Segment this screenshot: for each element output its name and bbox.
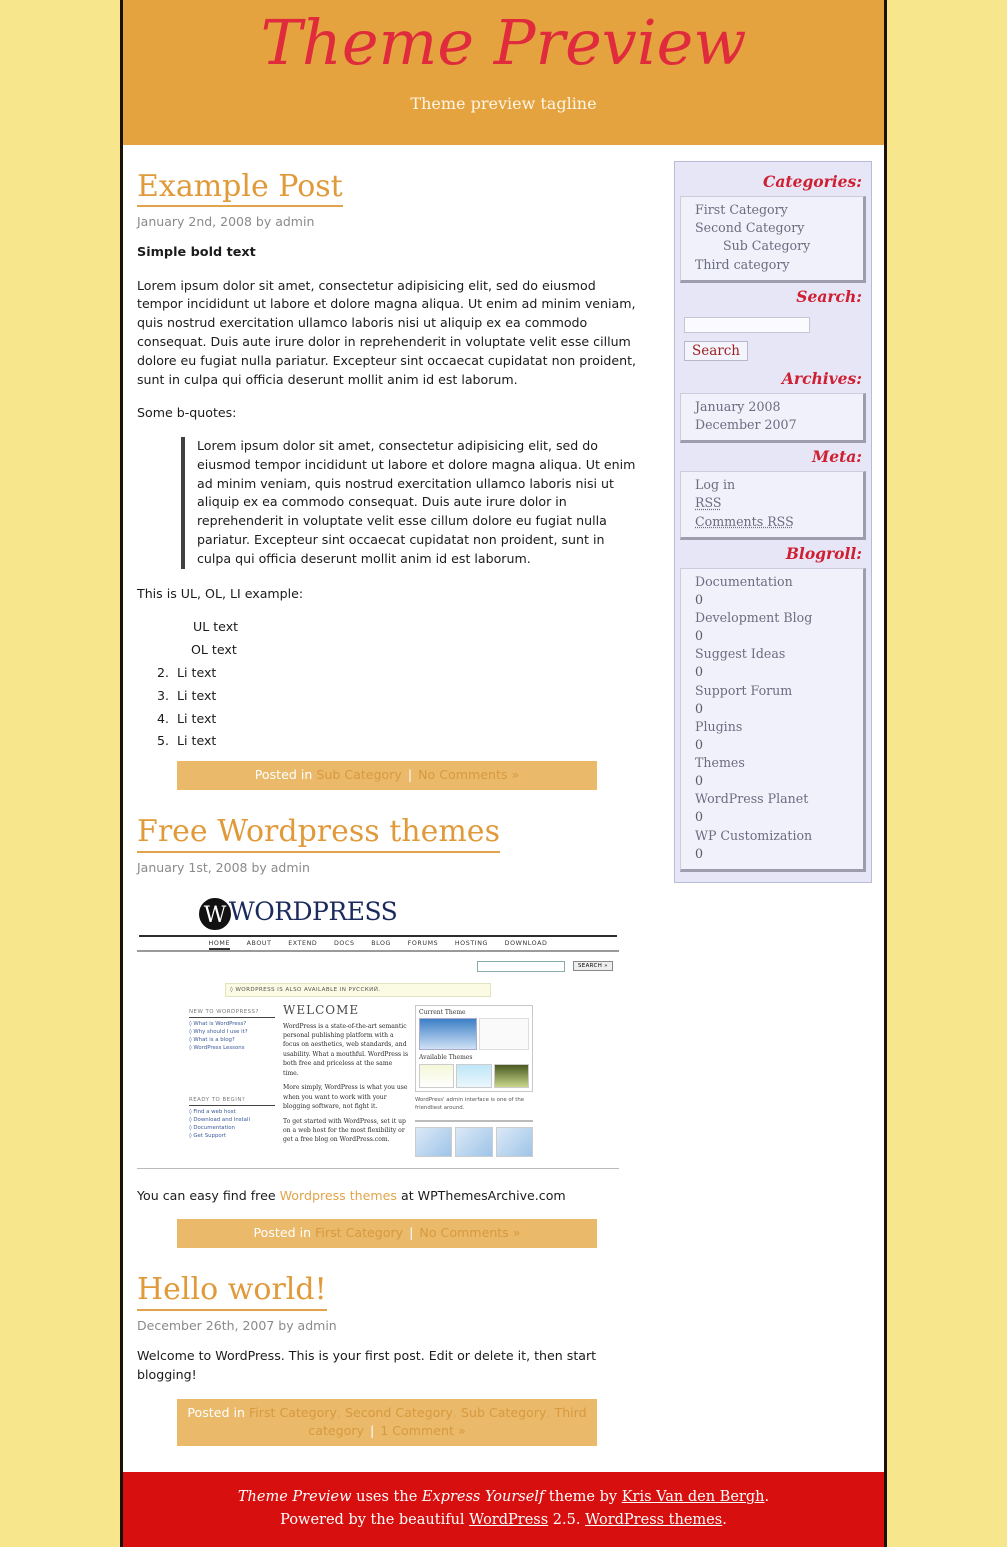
sidebar-item-support-forum[interactable]: Support Forum	[695, 682, 793, 698]
site-footer	[123, 1472, 884, 1547]
posted-in-label: Posted in	[254, 767, 313, 783]
wp-left-heading-1: NEW TO WORDPRESS?	[189, 1009, 275, 1018]
sidebar-heading-blogroll: Blogroll:	[785, 543, 862, 563]
sidebar-item-first-category[interactable]: First Category	[695, 202, 788, 218]
wp-nav-home: HOME	[209, 940, 231, 950]
post-title[interactable]: Free Wordpress themes	[137, 816, 500, 852]
sidebar-item-suggest-ideas[interactable]: Suggest Ideas	[695, 646, 786, 662]
search-input[interactable]	[684, 317, 810, 333]
post-meta: January 2nd, 2008 by admin	[137, 214, 315, 230]
main-area	[123, 145, 884, 1439]
sidebar-box-archives	[680, 393, 866, 443]
wp-welcome-p2: More simply, WordPress is what you use when you want to work with your blogging software, not fight it.	[283, 1084, 408, 1111]
sidebar-item-count: 0	[695, 773, 704, 789]
post-bold-lead: Simple bold text	[137, 245, 256, 261]
post-meta: December 26th, 2007 by admin	[137, 1317, 337, 1333]
footer-theme-name: Express Yourself	[421, 1489, 545, 1506]
wp-search-button: SEARCH »	[573, 961, 613, 971]
category-link[interactable]: First Category	[315, 1225, 404, 1241]
sidebar-heading-search: Search:	[796, 286, 862, 306]
category-link[interactable]: Sub Category	[460, 1404, 547, 1420]
footer-theme-preview: Theme Preview	[237, 1489, 352, 1506]
sidebar-item-count: 0	[695, 700, 704, 716]
post-paragraph: Welcome to WordPress. This is your first post. Edit or delete it, then start blogging!	[137, 1347, 597, 1382]
wp-mini-thumbs	[415, 1127, 533, 1157]
sidebar-search-form	[680, 311, 866, 365]
post-free-wordpress-themes	[137, 816, 637, 1248]
wp-panel-title: Current Theme	[419, 1008, 466, 1016]
wp-left-heading-2: READY TO BEGIN?	[189, 1097, 275, 1106]
wp-mid-column	[283, 1003, 409, 1150]
footer-themes-link[interactable]: WordPress themes	[585, 1511, 723, 1528]
wp-left-link: ◊ Find a web host	[189, 1108, 236, 1115]
wordpress-themes-link[interactable]: Wordpress themes	[279, 1187, 397, 1203]
wp-admin-caption: WordPress' admin interface is one of the friendliest around.	[415, 1096, 525, 1111]
sidebar-box-blogroll	[680, 568, 866, 872]
post-title[interactable]: Example Post	[137, 171, 343, 207]
wp-welcome-p3: To get started with WordPress, set it up on a web host for the most flexibility or get a free blog on WordPress.com.	[283, 1117, 406, 1144]
sidebar-item-development-blog[interactable]: Development Blog	[695, 610, 813, 626]
post-paragraph: Lorem ipsum dolor sit amet, consectetur adipisicing elit, sed do eiusmod tempor incididunt ut labore et dolore magna aliqua. Ut enim ad minim veniam, quis nostrud exercitation ullamco laboris nisi ut aliquip ex ea commodo consequat. Duis aute irure dolor in reprehenderit in voluptate velit esse cillum dolore eu fugiat nulla pariatur. Excepteur sint occaecat cupidatat non proident, sunt in culpa qui officia deserunt mollit anim id est laborum.	[137, 277, 637, 388]
wp-logo-row	[137, 895, 619, 935]
wp-theme-swatch	[419, 1064, 454, 1088]
sidebar-item-count: 0	[695, 809, 704, 825]
wp-left-link: ◊ Why should I use it?	[189, 1028, 248, 1035]
sidebar	[674, 161, 872, 883]
wp-nav-download: DOWNLOAD	[504, 939, 548, 947]
wp-mini-thumb	[496, 1127, 533, 1157]
wp-welcome-p1: WordPress is a state-of-the-art semantic personal publishing platform with a focus on aesthetics, web standards, and usability. What a mouthful. WordPress is both free and priceless at the same time.	[283, 1022, 409, 1077]
post-footer-bar: Posted in First Category, Second Category, Sub Category, Third category | 1 Comment »	[177, 1399, 597, 1447]
wp-left-column	[189, 1009, 275, 1141]
wp-nav-hosting: HOSTING	[454, 939, 489, 947]
wp-available-themes-row	[419, 1064, 529, 1088]
list-item: 2. Li text	[173, 664, 637, 683]
wp-left-link: ◊ What is a blog?	[189, 1036, 235, 1043]
wp-theme-description	[479, 1018, 529, 1050]
wp-nav-about: ABOUT	[246, 939, 272, 947]
sidebar-item-plugins[interactable]: Plugins	[695, 718, 743, 734]
ordered-list	[137, 641, 637, 751]
footer-line-1	[123, 1486, 884, 1508]
post-body	[137, 1187, 637, 1206]
wp-mini-thumb	[455, 1127, 492, 1157]
footer-text: Powered by the beautiful	[280, 1511, 470, 1528]
wp-search-row	[137, 952, 619, 975]
wp-left-link: ◊ Documentation	[189, 1124, 235, 1131]
post-footer-bar	[177, 761, 597, 790]
sidebar-item-count: 0	[695, 736, 704, 752]
comments-link[interactable]: No Comments »	[419, 1225, 521, 1241]
quote-intro: Some b-quotes:	[137, 404, 237, 420]
wp-mini-thumb	[415, 1127, 452, 1157]
sidebar-item-themes[interactable]: Themes	[695, 755, 745, 771]
sidebar-item-rss[interactable]: RSS	[695, 495, 722, 511]
sidebar-item-sub-category[interactable]: Sub Category	[723, 238, 811, 254]
wp-left-link: ◊ Download and Install	[189, 1116, 250, 1123]
unordered-list	[137, 618, 637, 637]
post-example-post	[137, 171, 637, 790]
post-body	[137, 1347, 637, 1385]
category-link[interactable]: Third category	[308, 1404, 587, 1439]
search-button[interactable]: Search	[684, 341, 748, 361]
themes-caption	[137, 1187, 637, 1206]
blockquote-text: Lorem ipsum dolor sit amet, consectetur adipisicing elit, sed do eiusmod tempor incididunt ut labore et dolore magna aliqua. Ut enim ad minim veniam, quis nostrud exercitation ullamco laboris nisi ut aliquip ex ea commodo consequat. Duis aute irure dolor in reprehenderit in voluptate velit esse cillum dolore eu fugiat nulla pariatur. Excepteur sint occaecat cupidatat non proident, sunt in culpa qui officia deserunt mollit anim id est laborum.	[197, 437, 636, 567]
categories-list	[687, 201, 857, 274]
wp-nav-forums: FORUMS	[407, 939, 439, 947]
footer-line-2	[123, 1509, 884, 1531]
sidebar-item-count: 0	[695, 845, 704, 861]
separator: |	[407, 767, 413, 783]
wordpress-org-screenshot-image	[137, 895, 619, 1173]
sidebar-item-wordpress-planet[interactable]: WordPress Planet	[695, 791, 809, 807]
separator: |	[409, 1225, 414, 1241]
sidebar-item-december-2007[interactable]: December 2007	[695, 417, 797, 433]
sidebar-item-january-2008[interactable]: January 2008	[695, 398, 781, 414]
sidebar-item-wp-customization[interactable]: WP Customization	[695, 827, 813, 843]
sidebar-item-third-category[interactable]: Third category	[695, 256, 790, 272]
list-item: UL text	[193, 618, 239, 634]
post-footer-bar	[177, 1219, 597, 1248]
divider	[415, 1120, 533, 1122]
wp-available-title: Available Themes	[419, 1053, 473, 1061]
list-item: 5. Li text	[173, 732, 637, 751]
post-title[interactable]: Hello world!	[137, 1274, 327, 1310]
wp-left-link: ◊ Get Support	[189, 1132, 227, 1139]
blogroll-list	[687, 573, 857, 863]
footer-text: uses the	[351, 1489, 422, 1506]
divider	[137, 1168, 619, 1169]
sidebar-item-documentation[interactable]: Documentation	[695, 573, 793, 589]
list-item: 3. Li text	[173, 687, 637, 706]
content-column	[137, 145, 637, 1472]
wp-theme-thumbnail	[419, 1018, 477, 1050]
site-title[interactable]: Theme Preview	[260, 6, 747, 79]
wp-theme-swatch	[494, 1064, 529, 1088]
wp-columns	[137, 1003, 619, 1163]
meta-list	[687, 476, 857, 530]
wordpress-wordmark	[201, 897, 397, 926]
category-link[interactable]: First Category	[248, 1404, 338, 1420]
category-link[interactable]: Second Category	[345, 1404, 453, 1420]
sidebar-item-log-in[interactable]: Log in	[695, 477, 736, 493]
site-tagline: Theme preview tagline	[410, 94, 597, 113]
sidebar-item-count: 0	[695, 591, 704, 607]
wp-search-input	[477, 961, 565, 972]
wp-nav-docs: DOCS	[333, 939, 355, 947]
footer-text: 2.5.	[548, 1511, 586, 1528]
sidebar-heading-categories: Categories:	[763, 172, 862, 191]
caption-before: You can easy find free	[137, 1187, 280, 1203]
comments-link[interactable]: No Comments »	[418, 767, 520, 783]
wp-left-link: ◊ What is WordPress?	[189, 1020, 247, 1027]
footer-wordpress-link[interactable]: WordPress	[469, 1511, 549, 1528]
comments-link[interactable]: 1 Comment »	[380, 1423, 466, 1439]
wp-language-notice: ◊ WORDPRESS IS ALSO AVAILABLE IN РУССКИЙ.	[225, 983, 491, 997]
wp-theme-swatch	[456, 1064, 491, 1088]
sidebar-heading-meta: Meta:	[812, 447, 862, 467]
separator: |	[369, 1423, 375, 1439]
wp-nav-blog: BLOG	[371, 939, 392, 947]
wp-theme-thumb-row	[419, 1018, 529, 1050]
sidebar-heading-archives: Archives:	[781, 368, 862, 388]
wp-nav	[137, 937, 619, 952]
post-hello-world	[137, 1274, 637, 1446]
posted-in-label: Posted in	[253, 1225, 312, 1241]
category-link[interactable]: Sub Category	[316, 767, 402, 783]
page-container	[120, 0, 887, 1547]
wp-welcome-heading: WELCOME	[283, 1002, 360, 1017]
list-item: OL text	[191, 641, 237, 657]
footer-text: .	[764, 1489, 770, 1506]
post-body	[137, 243, 637, 751]
list-intro: This is UL, OL, LI example:	[137, 586, 304, 602]
wp-right-column	[415, 1005, 533, 1157]
wordmark-text: WORDPRESS	[229, 896, 398, 926]
footer-author-link[interactable]: Kris Van den Bergh	[621, 1489, 765, 1506]
footer-text: .	[722, 1511, 727, 1528]
post-meta: January 1st, 2008 by admin	[137, 859, 310, 875]
sidebar-box-categories	[680, 196, 866, 283]
footer-text: theme by	[544, 1489, 622, 1506]
site-header	[123, 0, 884, 145]
blockquote	[181, 437, 637, 569]
sidebar-item-comments-rss[interactable]: Comments RSS	[695, 513, 794, 529]
sidebar-box-meta	[680, 471, 866, 539]
wordpress-logo-icon: W	[199, 898, 231, 930]
wp-theme-panel	[415, 1005, 533, 1092]
list-item: 4. Li text	[173, 710, 637, 729]
archives-list	[687, 398, 857, 434]
sidebar-item-second-category[interactable]: Second Category	[695, 220, 805, 236]
sidebar-item-count: 0	[695, 664, 704, 680]
posted-in-label: Posted in	[187, 1404, 245, 1420]
wp-nav-extend: EXTEND	[288, 939, 318, 947]
wp-left-link: ◊ WordPress Lessons	[189, 1044, 245, 1051]
caption-after: at WPThemesArchive.com	[396, 1187, 566, 1203]
sidebar-item-count: 0	[695, 628, 704, 644]
